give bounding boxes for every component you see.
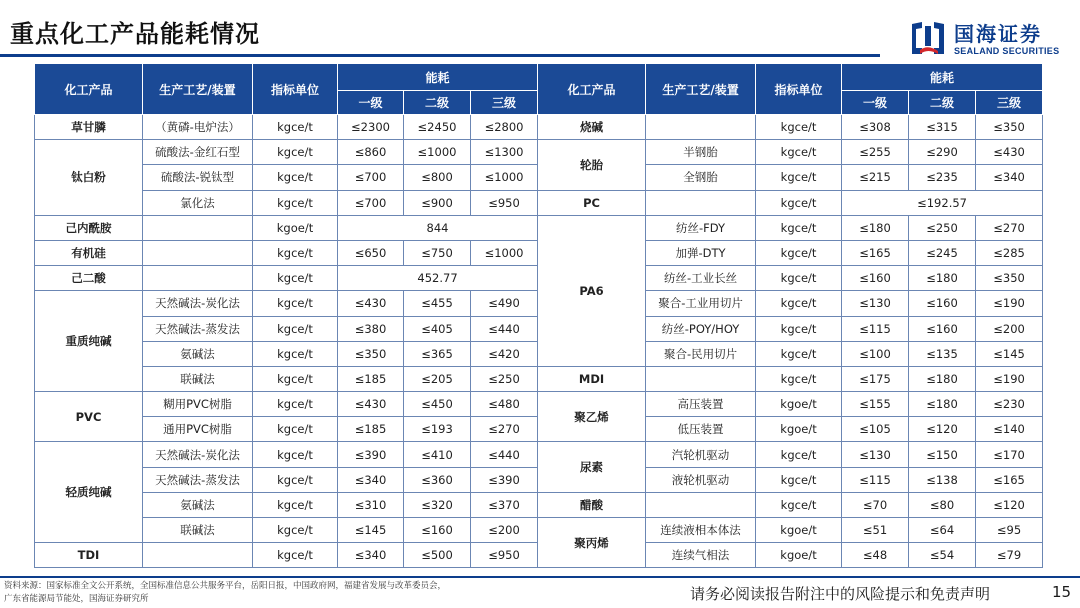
process-cell: 低压装置 bbox=[646, 417, 756, 442]
energy-level-2-cell: ≤315 bbox=[909, 115, 976, 140]
energy-level-2-cell: ≤160 bbox=[909, 316, 976, 341]
process-cell bbox=[143, 266, 253, 291]
unit-cell: kgce/t bbox=[253, 165, 338, 190]
product-name: 烧碱 bbox=[538, 115, 646, 140]
process-cell: 氨碱法 bbox=[143, 492, 253, 517]
process-cell bbox=[646, 366, 756, 391]
table-row bbox=[35, 215, 1043, 240]
energy-level-3-cell: ≤1000 bbox=[471, 165, 538, 190]
energy-level-1-cell: ≤130 bbox=[842, 442, 909, 467]
energy-level-1-cell: ≤700 bbox=[338, 190, 404, 215]
energy-level-1-cell: ≤380 bbox=[338, 316, 404, 341]
unit-cell: kgce/t bbox=[253, 492, 338, 517]
product-name: 钛白粉 bbox=[35, 140, 143, 216]
page-title: 重点化工产品能耗情况 bbox=[10, 20, 260, 48]
header-level-3: 三级 bbox=[471, 91, 538, 115]
process-cell: 纺丝-FDY bbox=[646, 215, 756, 240]
process-cell bbox=[143, 543, 253, 568]
unit-cell: kgce/t bbox=[756, 366, 842, 391]
energy-level-1-cell: ≤390 bbox=[338, 442, 404, 467]
process-cell bbox=[646, 492, 756, 517]
unit-cell: kgce/t bbox=[253, 417, 338, 442]
header-divider bbox=[0, 54, 880, 57]
energy-level-1-cell: ≤340 bbox=[338, 543, 404, 568]
unit-cell: kgce/t bbox=[756, 316, 842, 341]
energy-level-3-cell: ≤79 bbox=[976, 543, 1043, 568]
table-row bbox=[35, 492, 1043, 517]
unit-cell: kgce/t bbox=[756, 291, 842, 316]
energy-level-2-cell: ≤2450 bbox=[404, 115, 471, 140]
header-energy: 能耗 bbox=[842, 64, 1043, 91]
energy-level-3-cell: ≤490 bbox=[471, 291, 538, 316]
process-cell: 联碱法 bbox=[143, 518, 253, 543]
product-name: PVC bbox=[35, 392, 143, 442]
energy-level-1-cell: ≤51 bbox=[842, 518, 909, 543]
process-cell bbox=[646, 190, 756, 215]
process-cell: 天然碱法-炭化法 bbox=[143, 442, 253, 467]
unit-cell: kgce/t bbox=[253, 190, 338, 215]
table-row bbox=[35, 442, 1043, 467]
table-row bbox=[35, 518, 1043, 543]
process-cell: 连续液相本体法 bbox=[646, 518, 756, 543]
header-product: 化工产品 bbox=[538, 64, 646, 115]
energy-level-2-cell: ≤245 bbox=[909, 240, 976, 265]
unit-cell: kgce/t bbox=[756, 165, 842, 190]
process-cell: 氯化法 bbox=[143, 190, 253, 215]
unit-cell: kgce/t bbox=[756, 140, 842, 165]
energy-level-3-cell: ≤340 bbox=[976, 165, 1043, 190]
product-name: 重质纯碱 bbox=[35, 291, 143, 392]
table-row bbox=[35, 190, 1043, 215]
energy-level-2-cell: ≤180 bbox=[909, 266, 976, 291]
energy-level-3-cell: ≤145 bbox=[976, 341, 1043, 366]
energy-level-1-cell: ≤185 bbox=[338, 366, 404, 391]
unit-cell: kgce/t bbox=[253, 543, 338, 568]
energy-level-3-cell: ≤350 bbox=[976, 115, 1043, 140]
product-name: MDI bbox=[538, 366, 646, 391]
footer-divider bbox=[0, 576, 1080, 578]
energy-level-3-cell: ≤285 bbox=[976, 240, 1043, 265]
energy-level-3-cell: ≤440 bbox=[471, 442, 538, 467]
energy-level-1-cell: ≤115 bbox=[842, 316, 909, 341]
unit-cell: kgce/t bbox=[253, 467, 338, 492]
energy-level-3-cell: ≤190 bbox=[976, 366, 1043, 391]
process-cell: 联碱法 bbox=[143, 366, 253, 391]
brand-logo-icon bbox=[908, 18, 948, 58]
energy-level-1-cell: ≤180 bbox=[842, 215, 909, 240]
unit-cell: kgce/t bbox=[253, 442, 338, 467]
product-name: 醋酸 bbox=[538, 492, 646, 517]
energy-level-2-cell: ≤80 bbox=[909, 492, 976, 517]
process-cell: 纺丝-POY/HOY bbox=[646, 316, 756, 341]
energy-level-2-cell: ≤250 bbox=[909, 215, 976, 240]
energy-level-2-cell: ≤450 bbox=[404, 392, 471, 417]
process-cell: 连续气相法 bbox=[646, 543, 756, 568]
header-unit: 指标单位 bbox=[253, 64, 338, 115]
energy-level-3-cell: ≤200 bbox=[471, 518, 538, 543]
energy-level-1-cell: ≤100 bbox=[842, 341, 909, 366]
product-name: 草甘膦 bbox=[35, 115, 143, 140]
energy-merged-cell: ≤192.57 bbox=[842, 190, 1043, 215]
energy-level-3-cell: ≤480 bbox=[471, 392, 538, 417]
energy-level-3-cell: ≤200 bbox=[976, 316, 1043, 341]
unit-cell: kgce/t bbox=[756, 240, 842, 265]
source-note: 资料来源：国家标准全文公开系统，全国标准信息公共服务平台，岳阳日报，中国政府网，福建省发展与改革委员会， 广东省能源局节能处，国海证券研究所 bbox=[4, 581, 447, 604]
unit-cell: kgce/t bbox=[253, 266, 338, 291]
energy-level-1-cell: ≤175 bbox=[842, 366, 909, 391]
energy-level-1-cell: ≤340 bbox=[338, 467, 404, 492]
energy-level-3-cell: ≤170 bbox=[976, 442, 1043, 467]
process-cell: 糊用PVC树脂 bbox=[143, 392, 253, 417]
energy-level-3-cell: ≤1000 bbox=[471, 240, 538, 265]
product-name: 聚乙烯 bbox=[538, 392, 646, 442]
page-number: 15 bbox=[1052, 583, 1072, 601]
energy-level-3-cell: ≤350 bbox=[976, 266, 1043, 291]
table-row bbox=[35, 140, 1043, 165]
brand-name-en: SEALAND SECURITIES bbox=[954, 46, 1060, 56]
unit-cell: kgce/t bbox=[253, 240, 338, 265]
energy-level-2-cell: ≤455 bbox=[404, 291, 471, 316]
energy-level-1-cell: ≤2300 bbox=[338, 115, 404, 140]
process-cell: 聚合-民用切片 bbox=[646, 341, 756, 366]
energy-merged-cell: 452.77 bbox=[338, 266, 538, 291]
unit-cell: kgoe/t bbox=[756, 518, 842, 543]
energy-level-2-cell: ≤205 bbox=[404, 366, 471, 391]
energy-level-2-cell: ≤64 bbox=[909, 518, 976, 543]
product-name: TDI bbox=[35, 543, 143, 568]
energy-merged-cell: 844 bbox=[338, 215, 538, 240]
energy-level-2-cell: ≤320 bbox=[404, 492, 471, 517]
energy-level-3-cell: ≤1300 bbox=[471, 140, 538, 165]
unit-cell: kgoe/t bbox=[253, 215, 338, 240]
unit-cell: kgce/t bbox=[253, 115, 338, 140]
process-cell: 天然碱法-蒸发法 bbox=[143, 467, 253, 492]
brand-logo bbox=[908, 16, 1068, 60]
process-cell: 硫酸法-锐钛型 bbox=[143, 165, 253, 190]
energy-level-1-cell: ≤308 bbox=[842, 115, 909, 140]
energy-level-1-cell: ≤255 bbox=[842, 140, 909, 165]
unit-cell: kgce/t bbox=[756, 492, 842, 517]
energy-level-3-cell: ≤440 bbox=[471, 316, 538, 341]
header-level-3: 三级 bbox=[976, 91, 1043, 115]
table-row bbox=[35, 115, 1043, 140]
process-cell: 天然碱法-蒸发法 bbox=[143, 316, 253, 341]
energy-level-3-cell: ≤390 bbox=[471, 467, 538, 492]
unit-cell: kgce/t bbox=[756, 266, 842, 291]
header-process: 生产工艺/装置 bbox=[143, 64, 253, 115]
energy-level-2-cell: ≤410 bbox=[404, 442, 471, 467]
process-cell: 液轮机驱动 bbox=[646, 467, 756, 492]
process-cell: （黄磷-电炉法） bbox=[143, 115, 253, 140]
energy-level-3-cell: ≤140 bbox=[976, 417, 1043, 442]
header-energy: 能耗 bbox=[338, 64, 538, 91]
brand-name-cn: 国海证券 bbox=[954, 22, 1042, 46]
energy-level-1-cell: ≤145 bbox=[338, 518, 404, 543]
energy-level-1-cell: ≤310 bbox=[338, 492, 404, 517]
header-level-2: 二级 bbox=[404, 91, 471, 115]
energy-level-1-cell: ≤860 bbox=[338, 140, 404, 165]
energy-level-2-cell: ≤135 bbox=[909, 341, 976, 366]
product-name: PC bbox=[538, 190, 646, 215]
energy-level-2-cell: ≤360 bbox=[404, 467, 471, 492]
energy-level-1-cell: ≤430 bbox=[338, 291, 404, 316]
energy-level-2-cell: ≤1000 bbox=[404, 140, 471, 165]
energy-level-1-cell: ≤650 bbox=[338, 240, 404, 265]
unit-cell: kgce/t bbox=[756, 341, 842, 366]
energy-level-1-cell: ≤160 bbox=[842, 266, 909, 291]
unit-cell: kgce/t bbox=[756, 115, 842, 140]
unit-cell: kgce/t bbox=[253, 392, 338, 417]
product-name: 己内酰胺 bbox=[35, 215, 143, 240]
energy-level-1-cell: ≤350 bbox=[338, 341, 404, 366]
unit-cell: kgce/t bbox=[253, 341, 338, 366]
process-cell: 氨碱法 bbox=[143, 341, 253, 366]
energy-level-3-cell: ≤430 bbox=[976, 140, 1043, 165]
energy-level-2-cell: ≤180 bbox=[909, 392, 976, 417]
header-level-1: 一级 bbox=[338, 91, 404, 115]
energy-level-1-cell: ≤130 bbox=[842, 291, 909, 316]
energy-level-2-cell: ≤750 bbox=[404, 240, 471, 265]
product-name: 轻质纯碱 bbox=[35, 442, 143, 543]
energy-level-2-cell: ≤160 bbox=[909, 291, 976, 316]
unit-cell: kgce/t bbox=[253, 316, 338, 341]
energy-level-3-cell: ≤230 bbox=[976, 392, 1043, 417]
product-name: 轮胎 bbox=[538, 140, 646, 190]
unit-cell: kgce/t bbox=[253, 518, 338, 543]
process-cell: 聚合-工业用切片 bbox=[646, 291, 756, 316]
process-cell: 半钢胎 bbox=[646, 140, 756, 165]
energy-level-3-cell: ≤420 bbox=[471, 341, 538, 366]
header-unit: 指标单位 bbox=[756, 64, 842, 115]
energy-level-2-cell: ≤405 bbox=[404, 316, 471, 341]
energy-level-1-cell: ≤48 bbox=[842, 543, 909, 568]
energy-level-1-cell: ≤105 bbox=[842, 417, 909, 442]
product-name: 尿素 bbox=[538, 442, 646, 492]
energy-level-2-cell: ≤500 bbox=[404, 543, 471, 568]
energy-level-2-cell: ≤900 bbox=[404, 190, 471, 215]
product-name: 有机硅 bbox=[35, 240, 143, 265]
process-cell: 天然碱法-炭化法 bbox=[143, 291, 253, 316]
product-name: 己二酸 bbox=[35, 266, 143, 291]
energy-level-2-cell: ≤193 bbox=[404, 417, 471, 442]
unit-cell: kgce/t bbox=[756, 215, 842, 240]
energy-level-1-cell: ≤700 bbox=[338, 165, 404, 190]
energy-level-1-cell: ≤165 bbox=[842, 240, 909, 265]
header-process: 生产工艺/装置 bbox=[646, 64, 756, 115]
energy-level-2-cell: ≤54 bbox=[909, 543, 976, 568]
unit-cell: kgce/t bbox=[756, 442, 842, 467]
process-cell: 通用PVC树脂 bbox=[143, 417, 253, 442]
energy-level-3-cell: ≤2800 bbox=[471, 115, 538, 140]
process-cell: 加弹-DTY bbox=[646, 240, 756, 265]
unit-cell: kgoe/t bbox=[756, 543, 842, 568]
energy-level-2-cell: ≤138 bbox=[909, 467, 976, 492]
table-row bbox=[35, 366, 1043, 391]
unit-cell: kgce/t bbox=[253, 366, 338, 391]
disclaimer-text: 请务必阅读报告附注中的风险提示和免责声明 bbox=[690, 585, 991, 603]
energy-level-3-cell: ≤250 bbox=[471, 366, 538, 391]
unit-cell: kgoe/t bbox=[756, 392, 842, 417]
energy-level-3-cell: ≤95 bbox=[976, 518, 1043, 543]
process-cell: 纺丝-工业长丝 bbox=[646, 266, 756, 291]
energy-level-1-cell: ≤215 bbox=[842, 165, 909, 190]
energy-level-2-cell: ≤160 bbox=[404, 518, 471, 543]
header-product: 化工产品 bbox=[35, 64, 143, 115]
energy-level-3-cell: ≤950 bbox=[471, 543, 538, 568]
energy-consumption-table bbox=[34, 63, 1043, 568]
header-level-1: 一级 bbox=[842, 91, 909, 115]
unit-cell: kgce/t bbox=[756, 190, 842, 215]
unit-cell: kgoe/t bbox=[756, 417, 842, 442]
process-cell bbox=[646, 115, 756, 140]
process-cell: 全钢胎 bbox=[646, 165, 756, 190]
energy-level-2-cell: ≤150 bbox=[909, 442, 976, 467]
energy-level-2-cell: ≤290 bbox=[909, 140, 976, 165]
energy-level-2-cell: ≤120 bbox=[909, 417, 976, 442]
energy-level-3-cell: ≤165 bbox=[976, 467, 1043, 492]
process-cell bbox=[143, 240, 253, 265]
process-cell: 硫酸法-金红石型 bbox=[143, 140, 253, 165]
energy-level-3-cell: ≤950 bbox=[471, 190, 538, 215]
energy-level-1-cell: ≤430 bbox=[338, 392, 404, 417]
header-level-2: 二级 bbox=[909, 91, 976, 115]
energy-level-3-cell: ≤270 bbox=[976, 215, 1043, 240]
energy-level-1-cell: ≤155 bbox=[842, 392, 909, 417]
energy-level-1-cell: ≤70 bbox=[842, 492, 909, 517]
process-cell bbox=[143, 215, 253, 240]
unit-cell: kgce/t bbox=[756, 467, 842, 492]
energy-level-3-cell: ≤120 bbox=[976, 492, 1043, 517]
energy-level-2-cell: ≤180 bbox=[909, 366, 976, 391]
product-name: PA6 bbox=[538, 215, 646, 366]
energy-level-3-cell: ≤370 bbox=[471, 492, 538, 517]
table-body bbox=[35, 115, 1043, 568]
energy-level-2-cell: ≤800 bbox=[404, 165, 471, 190]
table-row bbox=[35, 392, 1043, 417]
energy-level-2-cell: ≤365 bbox=[404, 341, 471, 366]
process-cell: 高压装置 bbox=[646, 392, 756, 417]
energy-level-1-cell: ≤115 bbox=[842, 467, 909, 492]
process-cell: 汽轮机驱动 bbox=[646, 442, 756, 467]
energy-level-1-cell: ≤185 bbox=[338, 417, 404, 442]
energy-level-3-cell: ≤190 bbox=[976, 291, 1043, 316]
unit-cell: kgce/t bbox=[253, 140, 338, 165]
energy-level-2-cell: ≤235 bbox=[909, 165, 976, 190]
unit-cell: kgce/t bbox=[253, 291, 338, 316]
product-name: 聚丙烯 bbox=[538, 518, 646, 568]
energy-level-3-cell: ≤270 bbox=[471, 417, 538, 442]
